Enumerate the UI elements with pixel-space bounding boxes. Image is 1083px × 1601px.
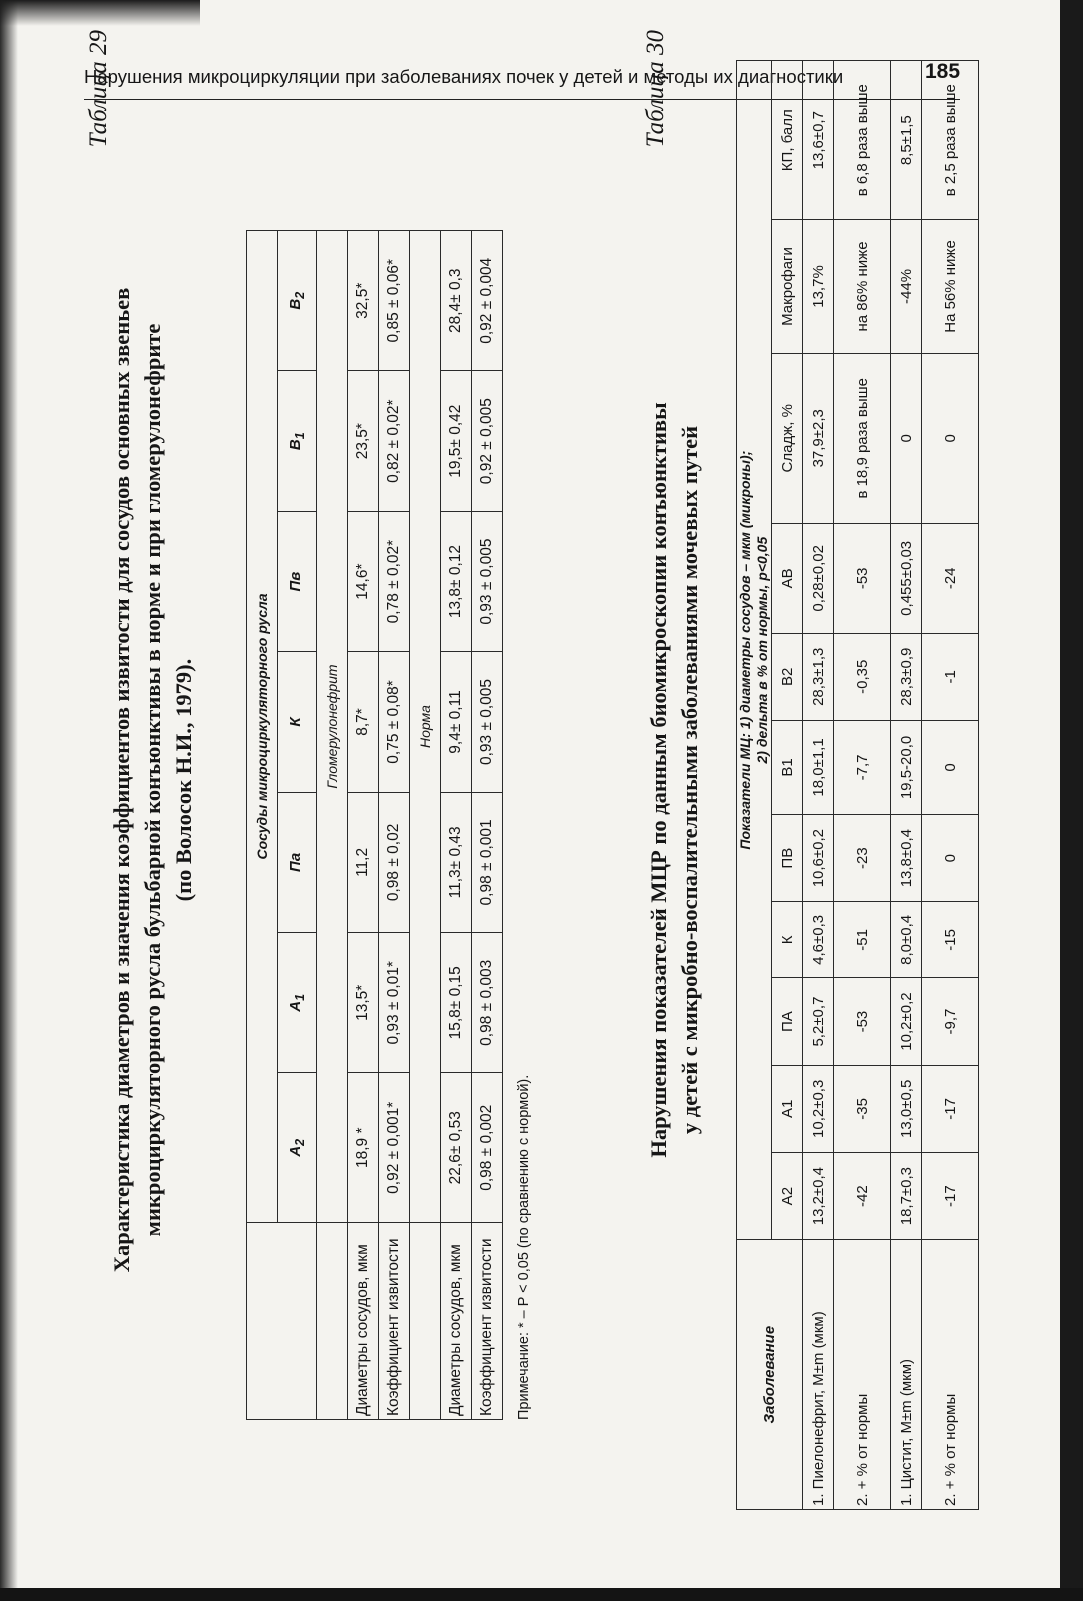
table-cell: 0,92 ± 0,004 bbox=[472, 231, 503, 371]
table-cell: -23 bbox=[834, 815, 891, 902]
row-label: 1. Цистит, M±m (мкм) bbox=[891, 1240, 922, 1510]
table-30 bbox=[736, 60, 979, 1510]
table-cell: -9,7 bbox=[922, 978, 979, 1065]
column-header-main: A bbox=[287, 1000, 304, 1012]
row-label: Диаметры сосудов, мкм bbox=[441, 1223, 472, 1420]
table-cell: 13,8±0,4 bbox=[891, 815, 922, 902]
table-30-title bbox=[643, 30, 705, 1530]
column-header bbox=[278, 792, 317, 932]
table-cell: 19,5-20,0 bbox=[891, 720, 922, 814]
table-cell: На 56% ниже bbox=[922, 220, 979, 353]
table-cell: 0,28±0,02 bbox=[803, 524, 834, 634]
table-cell: 0,98 ± 0,001 bbox=[472, 792, 503, 932]
table-cell: 22,6± 0,53 bbox=[441, 1073, 472, 1223]
table-29 bbox=[246, 230, 503, 1420]
table-cell: 14,6* bbox=[348, 511, 379, 651]
empty-cell bbox=[410, 1223, 441, 1420]
page-edge-shadow bbox=[0, 0, 18, 1588]
table-cell: -24 bbox=[922, 524, 979, 634]
column-header bbox=[278, 371, 317, 511]
table-cell: 13,5* bbox=[348, 933, 379, 1073]
table-cell: 10,6±0,2 bbox=[803, 815, 834, 902]
scan-background-right bbox=[1060, 0, 1083, 1601]
column-header-sub: 2 bbox=[293, 1138, 307, 1146]
row-label: 1. Пиелонефрит, M±m (мкм) bbox=[803, 1240, 834, 1510]
table-cell: -15 bbox=[922, 902, 979, 978]
table-cell: 0,92 ± 0,005 bbox=[472, 371, 503, 511]
table-cell: 13,0±0,5 bbox=[891, 1065, 922, 1152]
rotated-content bbox=[50, 30, 959, 1530]
table-cell: 4,6±0,3 bbox=[803, 902, 834, 978]
corner-cell bbox=[247, 1223, 317, 1420]
table-cell: на 86% ниже bbox=[834, 220, 891, 353]
table-cell: 10,2±0,2 bbox=[891, 978, 922, 1065]
column-header: В1 bbox=[772, 720, 803, 814]
row-label: 2. + % от нормы bbox=[922, 1240, 979, 1510]
table-cell: 0,98 ± 0,002 bbox=[472, 1073, 503, 1223]
disease-header: Заболевание bbox=[737, 1240, 803, 1510]
table-cell: -7,7 bbox=[834, 720, 891, 814]
section-norm: Норма bbox=[410, 231, 441, 1223]
table-cell: -53 bbox=[834, 978, 891, 1065]
table-cell: 0,78 ± 0,02* bbox=[379, 511, 410, 651]
table-row bbox=[379, 231, 410, 1420]
table-cell: 0,98 ± 0,02 bbox=[379, 792, 410, 932]
table-cell: -42 bbox=[834, 1152, 891, 1239]
table-row bbox=[834, 61, 891, 1510]
table-cell: 10,2±0,3 bbox=[803, 1065, 834, 1152]
table-cell: 0 bbox=[922, 815, 979, 902]
table-cell: 13,2±0,4 bbox=[803, 1152, 834, 1239]
table-cell: -17 bbox=[922, 1152, 979, 1239]
table-cell: 28,4± 0,3 bbox=[441, 231, 472, 371]
table-row bbox=[348, 231, 379, 1420]
row-label: 2. + % от нормы bbox=[834, 1240, 891, 1510]
page-corner-shadow bbox=[0, 0, 200, 26]
table-cell: в 6,8 раза выше bbox=[834, 61, 891, 220]
row-label: Коэффициент извитости bbox=[472, 1223, 503, 1420]
table-cell: 18,7±0,3 bbox=[891, 1152, 922, 1239]
table-cell: 0,98 ± 0,003 bbox=[472, 933, 503, 1073]
table-row bbox=[922, 61, 979, 1510]
table-row bbox=[891, 61, 922, 1510]
table-cell: 28,3±0,9 bbox=[891, 633, 922, 720]
table-cell: 8,7* bbox=[348, 652, 379, 792]
table-cell: -35 bbox=[834, 1065, 891, 1152]
table-row bbox=[441, 231, 472, 1420]
column-header-sub: 1 bbox=[293, 993, 307, 1001]
table-cell: 0,93 ± 0,01* bbox=[379, 933, 410, 1073]
column-header bbox=[278, 1073, 317, 1223]
column-header-main: К bbox=[287, 717, 304, 727]
table-30-title-line: Нарушения показателей МЦР по данным биомикроскопии конъюнктивы bbox=[646, 402, 671, 1158]
table-cell: -53 bbox=[834, 524, 891, 634]
table-cell: 11,2 bbox=[348, 792, 379, 932]
table-29-title-line: Характеристика диаметров и значения коэффициентов извитости для сосудов основных звеньев bbox=[109, 287, 134, 1273]
column-header: А1 bbox=[772, 1065, 803, 1152]
table-29-note: Примечание: * – P < 0,05 (по сравнению с нормой). bbox=[516, 1074, 532, 1420]
column-header-main: Пв bbox=[287, 571, 304, 592]
table-cell: 9,4± 0,11 bbox=[441, 652, 472, 792]
table-cell: 19,5± 0,42 bbox=[441, 371, 472, 511]
column-header: КП, балл bbox=[772, 61, 803, 220]
column-header-sub: 2 bbox=[293, 291, 307, 299]
table-cell: 0,85 ± 0,06* bbox=[379, 231, 410, 371]
column-header-main: A bbox=[287, 1145, 304, 1157]
row-label: Диаметры сосудов, мкм bbox=[348, 1223, 379, 1420]
table-cell: 28,3±1,3 bbox=[803, 633, 834, 720]
column-header: Макрофаги bbox=[772, 220, 803, 353]
column-header-main: Па bbox=[287, 852, 304, 872]
table-cell: 15,8± 0,15 bbox=[441, 933, 472, 1073]
column-header: АВ bbox=[772, 524, 803, 634]
table-29-title bbox=[106, 30, 199, 1530]
table-cell: 0 bbox=[922, 720, 979, 814]
indicators-header bbox=[737, 61, 772, 1240]
table-cell: 0 bbox=[922, 353, 979, 524]
section-glomerulonephritis: Гломерулонефрит bbox=[317, 231, 348, 1223]
table-cell: -0,35 bbox=[834, 633, 891, 720]
table-29-label: Таблица 29 bbox=[85, 30, 112, 148]
table-cell: -17 bbox=[922, 1065, 979, 1152]
table-cell: -44% bbox=[891, 220, 922, 353]
column-header-sub: 1 bbox=[293, 432, 307, 440]
table-cell: 0,82 ± 0,02* bbox=[379, 371, 410, 511]
table-cell: 0,455±0,03 bbox=[891, 524, 922, 634]
table-row bbox=[472, 231, 503, 1420]
table-cell: 0,93 ± 0,005 bbox=[472, 652, 503, 792]
table-29-title-line: (по Волосок Н.И., 1979). bbox=[171, 658, 196, 902]
running-head: Нарушения микроциркуляции при заболеваниях почек у детей и методы их диагностики bbox=[84, 66, 844, 87]
table-cell: 13,7% bbox=[803, 220, 834, 353]
table-cell: 11,3± 0,43 bbox=[441, 792, 472, 932]
table-30-title-line: у детей с микробно-воспалительными заболеваниями мочевых путей bbox=[677, 425, 702, 1135]
table-cell: 18,0±1,1 bbox=[803, 720, 834, 814]
column-header: В2 bbox=[772, 633, 803, 720]
indicators-line: 2) дельта в % от нормы, p<0,05 bbox=[754, 536, 770, 764]
column-header bbox=[278, 933, 317, 1073]
column-header: А2 bbox=[772, 1152, 803, 1239]
column-header: К bbox=[772, 902, 803, 978]
table-cell: в 2,5 раза выше bbox=[922, 61, 979, 220]
table-cell: в 18,9 раза выше bbox=[834, 353, 891, 524]
row-label: Коэффициент извитости bbox=[379, 1223, 410, 1420]
table-30-label: Таблица 30 bbox=[642, 30, 669, 148]
table-cell: 0 bbox=[891, 353, 922, 524]
column-header: Сладж, % bbox=[772, 353, 803, 524]
column-header bbox=[278, 231, 317, 371]
table-cell: 0,93 ± 0,005 bbox=[472, 511, 503, 651]
table-cell: 5,2±0,7 bbox=[803, 978, 834, 1065]
column-header: ПВ bbox=[772, 815, 803, 902]
table-cell: 13,6±0,7 bbox=[803, 61, 834, 220]
table-cell: 18,9 * bbox=[348, 1073, 379, 1223]
column-header-main: B bbox=[287, 439, 304, 451]
group-header: Сосуды микроциркуляторного русла bbox=[247, 231, 278, 1223]
table-cell: 8,5±1,5 bbox=[891, 61, 922, 220]
column-header-main: B bbox=[287, 298, 304, 310]
column-header bbox=[278, 511, 317, 651]
table-cell: 0,75 ± 0,08* bbox=[379, 652, 410, 792]
table-cell: -51 bbox=[834, 902, 891, 978]
table-cell: 13,8± 0,12 bbox=[441, 511, 472, 651]
scan-background-bottom bbox=[0, 1588, 1083, 1601]
empty-cell bbox=[317, 1223, 348, 1420]
table-cell: 37,9±2,3 bbox=[803, 353, 834, 524]
table-cell: 8,0±0,4 bbox=[891, 902, 922, 978]
table-cell: 0,92 ± 0,001* bbox=[379, 1073, 410, 1223]
table-29-title-line: микроциркуляторного русла бульбарной конъюнктивы в норме и при гломерулонефрите bbox=[140, 323, 165, 1237]
page-number: 185 bbox=[925, 60, 961, 83]
table-cell: -1 bbox=[922, 633, 979, 720]
column-header bbox=[278, 652, 317, 792]
column-header: ПА bbox=[772, 978, 803, 1065]
table-cell: 23,5* bbox=[348, 371, 379, 511]
indicators-line: Показатели МЦ: 1) диаметры сосудов – мкм (микроны); bbox=[737, 450, 753, 850]
table-row bbox=[803, 61, 834, 1510]
table-cell: 32,5* bbox=[348, 231, 379, 371]
